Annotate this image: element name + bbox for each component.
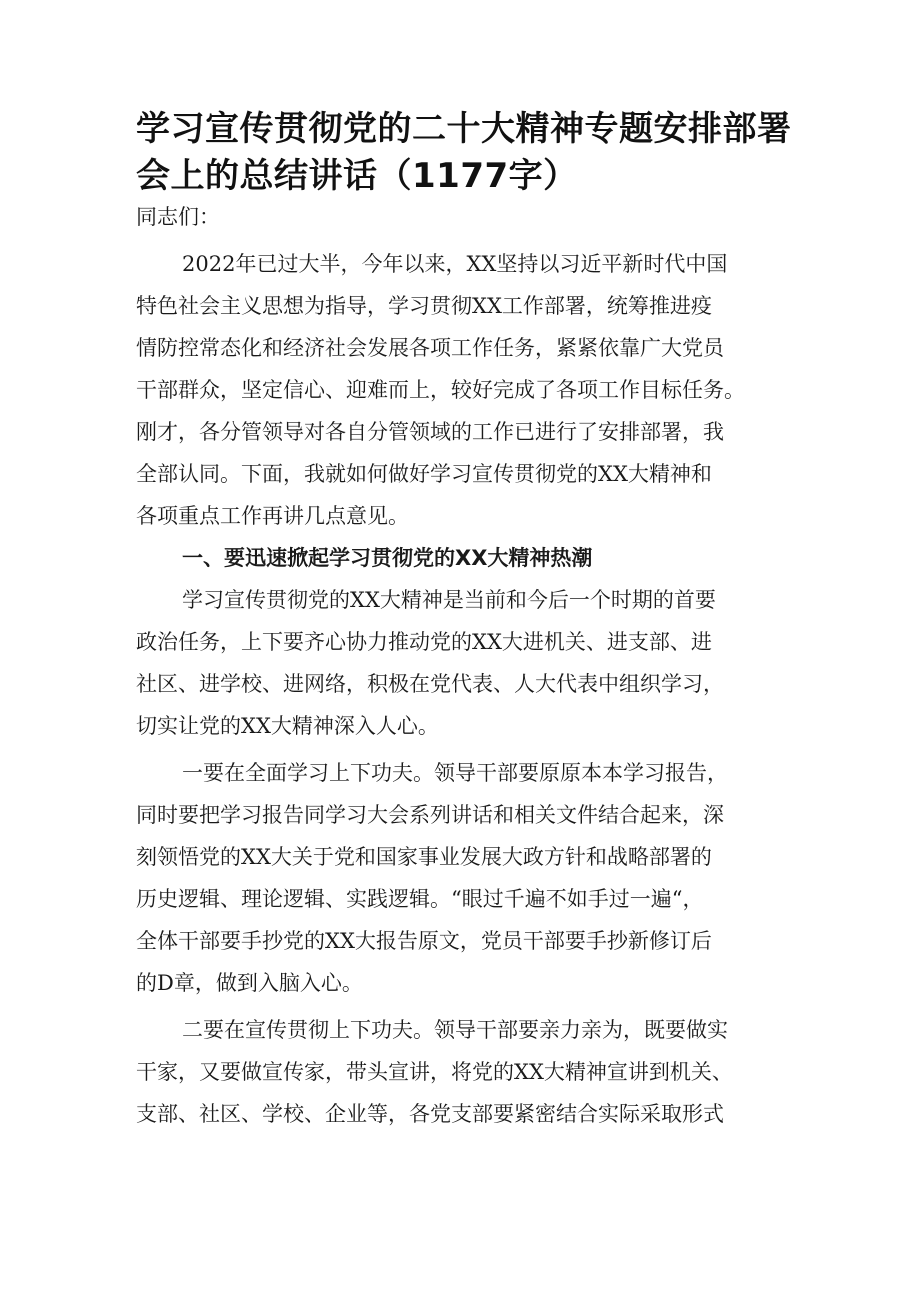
document-title (136, 106, 816, 200)
paragraph-line: 干部群众，坚定信心、迎难而上，较好完成了各项工作目标任务。 (136, 378, 745, 402)
title-line-2: 会上的总结讲话（1177字） (136, 156, 578, 196)
paragraph-line: 各项重点工作再讲几点意见。 (136, 504, 409, 528)
paragraph-line: 切实让党的XX大精神深入人心。 (136, 714, 439, 738)
section-paragraph (136, 752, 796, 1004)
section-heading: 一、要迅速掀起学习贯彻党的XX大精神热潮 (182, 546, 593, 570)
paragraph-line: 全体干部要手抄党的XX大报告原文，党员干部要手抄新修订后 (136, 929, 712, 953)
greeting: 同志们： (136, 205, 220, 229)
paragraph-line: 2022年已过大半，今年以来，XX坚持以习近平新时代中国 (182, 252, 728, 276)
paragraph-line: 支部、社区、学校、企业等，各党支部要紧密结合实际采取形式 (136, 1102, 724, 1126)
paragraph-line: 二要在宣传贯彻上下功夫。领导干部要亲力亲为，既要做实 (182, 1018, 728, 1042)
paragraph-line: 同时要把学习报告同学习大会系列讲话和相关文件结合起来，深 (136, 803, 724, 827)
title-line-1: 学习宣传贯彻党的二十大精神专题安排部署 (136, 109, 792, 149)
document-body (136, 199, 796, 1135)
paragraph-line: 刻领悟党的XX大关于党和国家事业发展大政方针和战略部署的 (136, 845, 712, 869)
section-paragraph (136, 579, 796, 747)
paragraph-line: 特色社会主义思想为指导，学习贯彻XX工作部署，统筹推进疫 (136, 294, 712, 318)
paragraph-line: 全部认同。下面，我就如何做好学习宣传贯彻党的XX大精神和 (136, 462, 712, 486)
paragraph-line: 社区、进学校、进网络，积极在党代表、人大代表中组织学习， (136, 672, 724, 696)
intro-paragraph (136, 243, 796, 537)
paragraph-line: 干家，又要做宣传家，带头宣讲，将党的XX大精神宣讲到机关、 (136, 1060, 733, 1084)
paragraph-line: 一要在全面学习上下功夫。领导干部要原原本本学习报告， (182, 761, 728, 785)
paragraph-line: 学习宣传贯彻党的XX大精神是当前和今后一个时期的首要 (182, 588, 716, 612)
section-paragraph (136, 1009, 796, 1135)
paragraph-line: 情防控常态化和经济社会发展各项工作任务，紧紧依靠广大党员 (136, 336, 724, 360)
paragraph-line: 刚才，各分管领导对各自分管领域的工作已进行了安排部署，我 (136, 420, 724, 444)
paragraph-line: 的D章，做到入脑入心。 (136, 971, 363, 995)
paragraph-line: 历史逻辑、理论逻辑、实践逻辑。“眼过千遍不如手过一遍“， (136, 887, 704, 911)
paragraph-line: 政治任务，上下要齐心协力推动党的XX大进机关、进支部、进 (136, 630, 712, 654)
